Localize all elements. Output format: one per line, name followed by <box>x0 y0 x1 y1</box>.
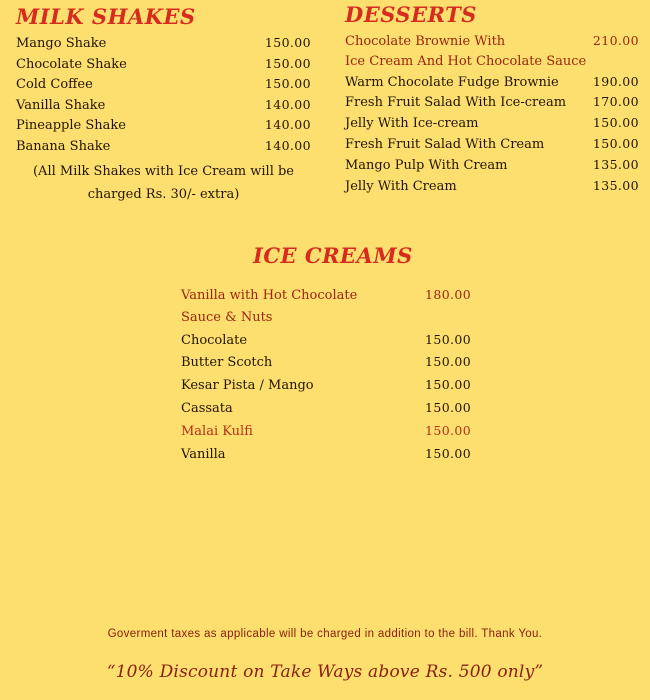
menu-item-price: 135.00 <box>592 177 639 193</box>
menu-item-name: Kesar Pista / Mango <box>181 378 314 394</box>
menu-item-name: Jelly With Cream <box>345 178 457 194</box>
menu-item-row <box>181 397 481 420</box>
menu-item-name: Sauce & Nuts <box>181 309 273 325</box>
ice-creams-item-list <box>181 284 481 465</box>
menu-item-name: Mango Pulp With Cream <box>345 157 508 173</box>
menu-item-row <box>16 115 311 136</box>
menu-item-price: 150.00 <box>264 55 311 71</box>
menu-item-price: 150.00 <box>425 377 472 393</box>
menu-item-row <box>16 136 311 157</box>
milk-shakes-note-line-2: charged Rs. 30/- extra) <box>87 187 240 202</box>
menu-item-row <box>181 351 481 374</box>
menu-item-row <box>345 134 639 155</box>
menu-item-name: Cold Coffee <box>16 77 93 93</box>
menu-item-price: 180.00 <box>425 287 472 302</box>
menu-item-price: 150.00 <box>425 445 472 461</box>
menu-item-row <box>345 155 639 176</box>
section-title-desserts: DESSERTS <box>345 2 477 27</box>
menu-item-row <box>181 307 481 329</box>
desserts-item-list <box>345 31 639 196</box>
menu-item-name: Fresh Fruit Salad With Ice-cream <box>345 95 567 111</box>
menu-item-price: 150.00 <box>264 35 311 50</box>
footer-discount-note: “10% Discount on Take Ways above Rs. 500 only” <box>106 662 544 682</box>
footer-tax-note: Goverment taxes as applicable will be charged in addition to the bill. Thank You. <box>107 628 543 640</box>
menu-item-row <box>16 95 311 116</box>
menu-item-price: 150.00 <box>425 399 472 415</box>
menu-item-price: 150.00 <box>425 331 472 347</box>
menu-item-row <box>181 374 481 397</box>
milk-shakes-note-line-1: (All Milk Shakes with Ice Cream will be <box>32 164 294 179</box>
menu-item-name: Chocolate Brownie With <box>345 34 506 49</box>
menu-item-name: Ice Cream And Hot Chocolate Sauce <box>345 53 587 69</box>
section-title-ice-creams: ICE CREAMS <box>253 243 413 268</box>
menu-item-row <box>345 72 639 93</box>
menu-item-row <box>345 113 639 134</box>
milk-shakes-note <box>16 160 311 206</box>
menu-item-row <box>181 420 481 443</box>
menu-item-price: 140.00 <box>264 96 311 112</box>
menu-item-name: Chocolate Shake <box>16 56 127 72</box>
menu-item-price: 140.00 <box>264 137 311 153</box>
section-title-milk-shakes: MILK SHAKES <box>16 4 196 29</box>
menu-item-row <box>345 52 639 72</box>
menu-item-row <box>16 33 311 54</box>
menu-item-row <box>181 443 481 466</box>
menu-item-price: 150.00 <box>592 135 639 151</box>
menu-item-row <box>345 176 639 197</box>
menu-item-price: 150.00 <box>425 422 472 438</box>
menu-item-name: Jelly With Ice-cream <box>345 116 479 132</box>
menu-item-row <box>181 284 481 307</box>
menu-item-row <box>345 92 639 113</box>
menu-item-name: Vanilla with Hot Chocolate <box>181 288 358 303</box>
menu-item-row <box>345 31 639 52</box>
menu-item-name: Mango Shake <box>16 36 107 51</box>
milk-shakes-item-list <box>16 33 311 157</box>
menu-item-name: Vanilla <box>181 446 226 462</box>
menu-item-price: 190.00 <box>592 73 639 89</box>
menu-item-name: Malai Kulfi <box>181 423 253 439</box>
menu-item-name: Chocolate <box>181 332 248 348</box>
menu-item-name: Cassata <box>181 400 233 416</box>
menu-item-name: Butter Scotch <box>181 355 273 371</box>
menu-item-name: Warm Chocolate Fudge Brownie <box>345 74 559 90</box>
menu-item-price: 140.00 <box>264 117 311 133</box>
menu-item-price: 135.00 <box>592 156 639 172</box>
menu-item-name: Fresh Fruit Salad With Cream <box>345 136 545 152</box>
menu-item-price: 170.00 <box>592 94 639 110</box>
menu-item-price: 150.00 <box>592 115 639 131</box>
menu-item-row <box>16 74 311 95</box>
menu-item-row <box>16 54 311 75</box>
menu-item-name: Vanilla Shake <box>16 97 106 113</box>
menu-item-row <box>181 329 481 352</box>
menu-item-name: Banana Shake <box>16 138 111 154</box>
menu-item-name: Pineapple Shake <box>16 118 126 134</box>
menu-item-price: 150.00 <box>425 354 472 370</box>
menu-item-price: 150.00 <box>264 76 311 92</box>
menu-item-price: 210.00 <box>592 33 639 48</box>
